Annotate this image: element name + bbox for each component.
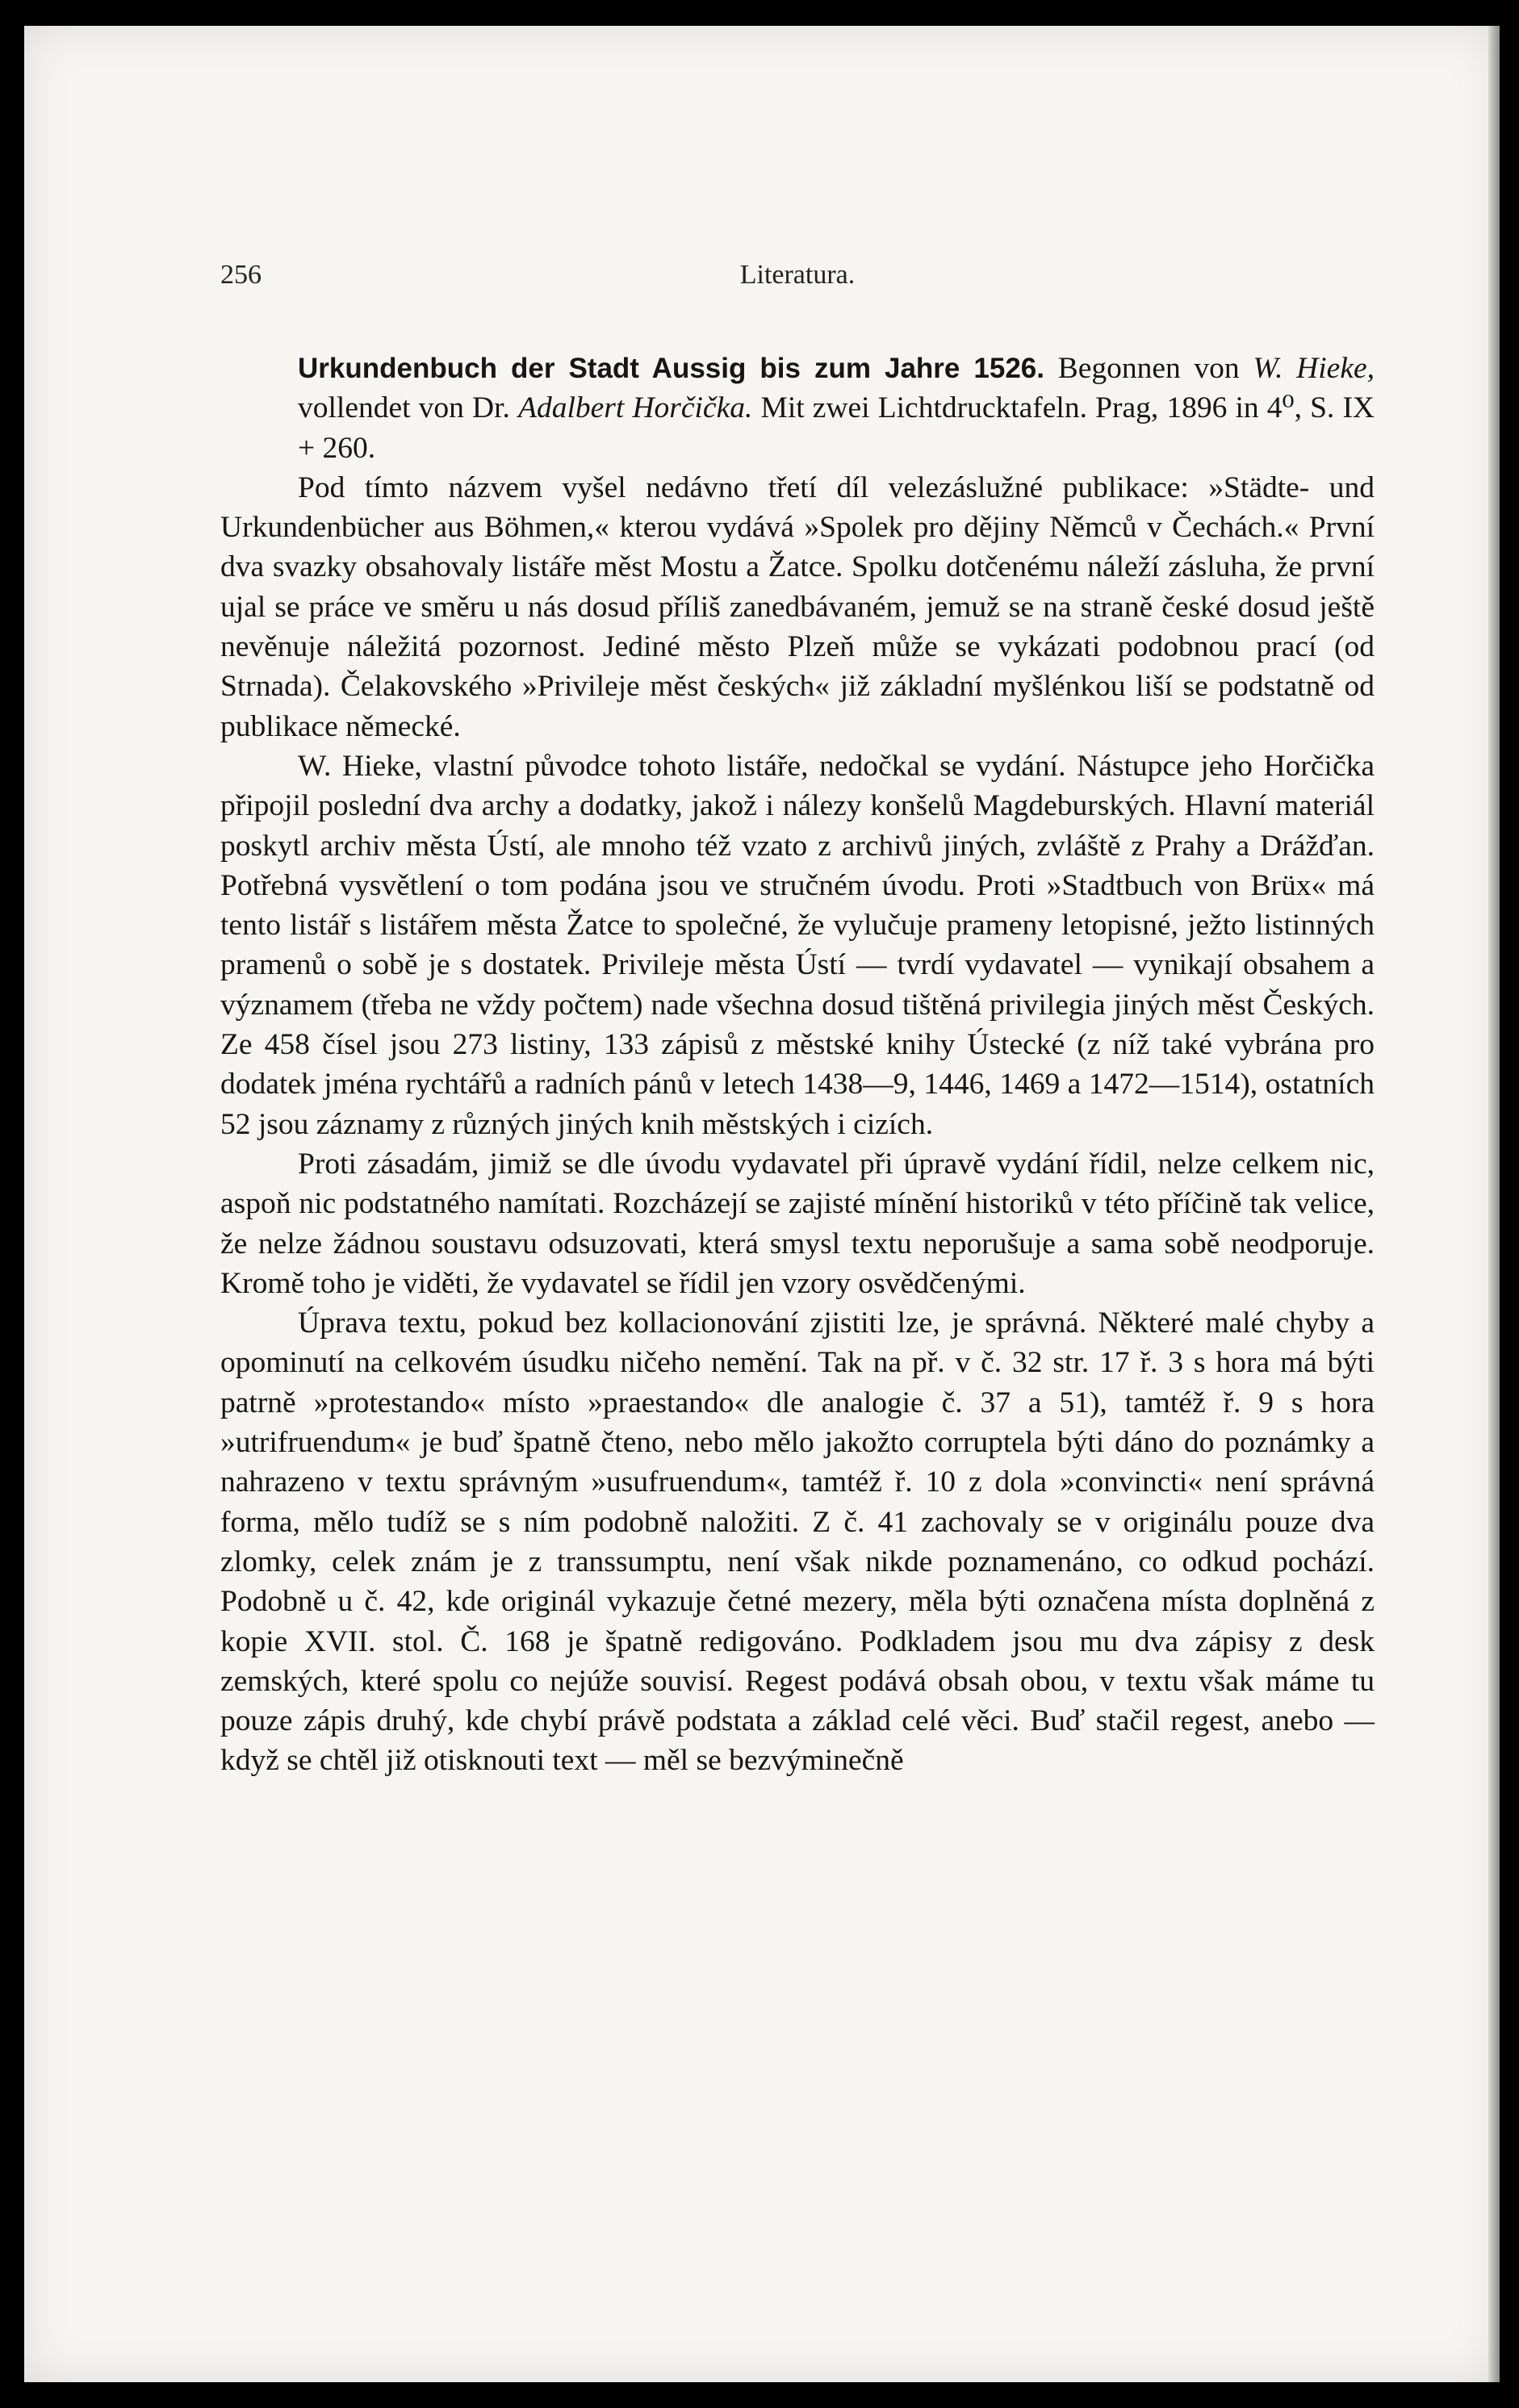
paragraph: Úprava textu, pokud bez kollacionování zjistiti lze, je správná. Některé malé chyby a opominutí na celkovém úsudku ničeho nemění. Tak na př. v č. 32 str. 17 ř. 3 s hora má býti patrně »protestando« místo »praestando« dle analogie č. 37 a 51), tamtéž ř. 9 s hora »utrifruendum« je buď špatně čteno, nebo mělo jakožto corruptela býti dáno do poznámky a nahrazeno v textu správným »usufruendum«, tamtéž ř. 10 z dola »convincti« není správná forma, mělo tudíž se s ním podobně naložiti. Z č. 41 zachovaly se v originálu pouze dva zlomky, celek znám je z transsumptu, není však nikde poznamenáno, co odkud pochází. Podobně u č. 42, kde originál vykazuje četné mezery, měla býti označena místa doplněná z kopie XVII. stol. Č. 168 je špatně redigováno. Podkladem jsou mu dva zápisy z desk zemských, které spolu co nejúže souvisí. Regest podává obsah obou, v textu však máme tu pouze zápis druhý, kde chybí právě podstata a základ celé věci. Buď stačil regest, anebo — když se chtěl již otisknouti text — měl se bezvýminečně xyxy=(220,1306,1375,1778)
entry-begonnen: Begonnen von xyxy=(1057,352,1240,385)
paragraph: Pod tímto názvem vyšel nedávno třetí díl velezáslužné publikace: »Städte- und Urkundenbücher aus Böhmen,« kterou vydává »Spolek pro dějiny Němců v Čechách.« První dva svazky obsahovaly listáře měst Mostu a Žatce. Spolku dotčenému náleží zásluha, že první ujal se práce ve směru u nás dosud příliš zanedbávaném, jemuž se na straně české dosud ještě nevěnuje náležitá pozornost. Jediné město Plzeň může se vykázati podobnou prací (od Strnada). Čelakovského »Privileje měst českých« již základní myšlénkou liší se podstatně od publikace německé. xyxy=(220,470,1375,743)
page-number: 256 xyxy=(220,260,262,290)
running-title: Literatura. xyxy=(739,260,856,290)
entry-title: Urkundenbuch der Stadt Aussig bis zum Jahre 1526. xyxy=(298,353,1045,384)
entry-editor-1: W. Hieke, xyxy=(1253,352,1375,385)
page-body xyxy=(220,349,1375,1781)
scanned-page xyxy=(24,26,1500,2382)
page-header xyxy=(220,260,1375,300)
paragraph: Proti zásadám, jimiž se dle úvodu vydavatel při úpravě vydání řídil, nelze celkem nic, aspoň nic podstatného namítati. Rozcházejí se zajisté mínění historiků v této příčině tak velice, že nelze žádnou soustavu odsuzovati, která smysl textu neporušuje a sama sobě neodporuje. Kromě toho je viděti, že vydavatel se řídil jen vzory osvědčenými. xyxy=(220,1147,1375,1300)
bibliographic-entry xyxy=(220,349,1375,468)
entry-editor-2: Adalbert Horčička. xyxy=(518,391,753,425)
paragraph: W. Hieke, vlastní původce tohoto listáře, nedočkal se vydání. Nástupce jeho Horčička připojil poslední dva archy a dodatky, jakož i nálezy konšelů Magdeburských. Hlavní materiál poskytl archiv města Ústí, ale mnoho též vzato z archivů jiných, zvláště z Prahy a Drážďan. Potřebná vysvětlení o tom podána jsou ve stručném úvodu. Proti »Stadtbuch von Brüx« má tento listář s listářem města Žatce to společné, že vylučuje prameny letopisné, ježto listinných pramenů o sobě je s dostatek. Privileje města Ústí — tvrdí vydavatel — vynikají obsahem a významem (třeba ne vždy počtem) nade všechna dosud tištěná privilegia jiných měst Českých. Ze 458 čísel jsou 273 listiny, 133 zápisů z městské knihy Ústecké (z níž také vybrána pro dodatek jména rychtářů a radních pánů v letech 1438—9, 1446, 1469 a 1472—1514), ostatních 52 jsou záznamy z různých jiných knih městských i cizích. xyxy=(220,749,1375,1141)
page-edge-shadow xyxy=(1488,26,1500,2382)
entry-rest: Mit zwei Lichtdrucktafeln. Prag, 1896 in 4⁰, S. IX + 260. xyxy=(298,391,1375,465)
entry-vollendet: vollendet von Dr. xyxy=(298,391,510,425)
